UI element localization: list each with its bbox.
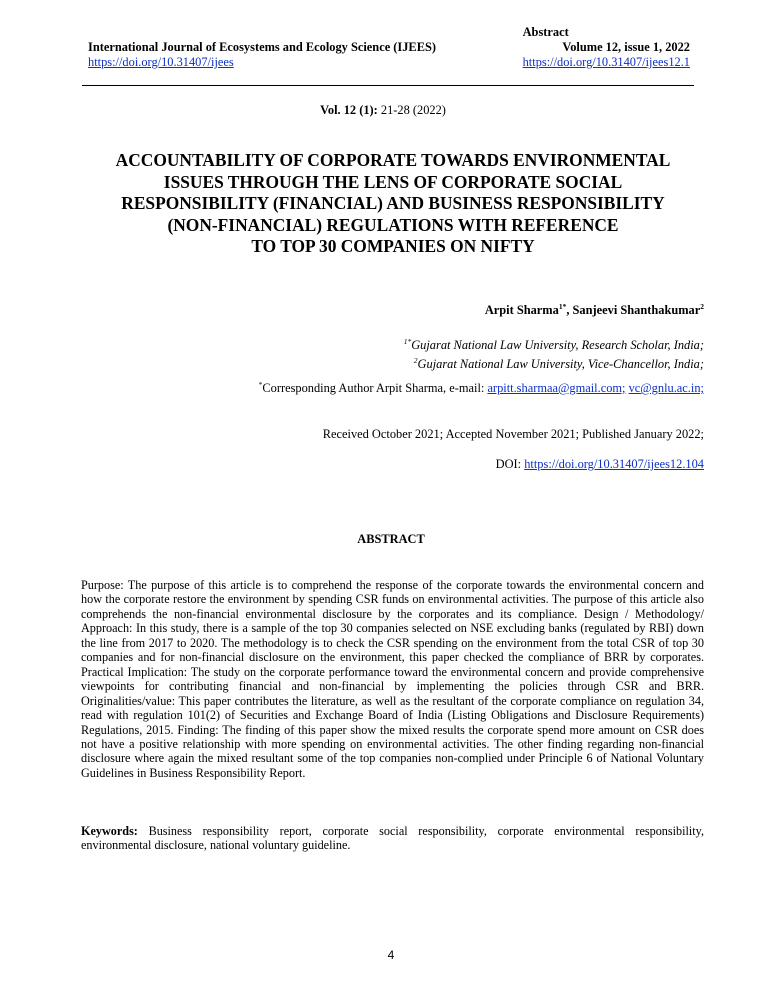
page-number: 4 [387, 948, 395, 962]
journal-header-left [88, 40, 436, 70]
abstract-body: Purpose: The purpose of this article is to comprehend the response of the corporate towards the environmental concern and how the corporate restore the environment by spending CSR funds on environmental activities. The purpose of this article also comprehends the non-financial environmental disclosure by the corporates and its compliance. Design / Methodology/ Approach: In this study, there is a sample of the top 30 companies selected on NSE excluding banks (regulated by RBI) down the line from 2017 to 2020. The methodology is to check the CSR spending on the environment from the total CSR of top 30 companies and for non-financial disclosure on the environment, this paper checked the compliance of BRR by corporates. Practical Implication: The study on the corporate performance toward the environmental concern and provide comprehensive viewpoints for contributing financial and non-financial by implementing the policies through CSR and BRR. Originalities/value: This paper contributes the literature, as well as the resultant of the corporate compliance on regulation 34, read with regulation 101(2) of Securities and Exchange Board of India (Listing Obligations and Disclosure Requirements) Regulations, 2015. Finding: The finding of this paper show the mixed results the corporate spend more amount on CSR does not have a positive relationship with more spending on environmental activities. The other finding regarding non-financial disclosure where again the mixed resultant some of the top companies non-complied under Principle 6 of National Voluntary Guidelines in Business Responsibility Report. [81, 578, 704, 780]
affiliation-text: Gujarat National Law University, Vice-Chancellor, India; [417, 357, 704, 371]
volume-issue: Volume 12, issue 1, 2022 [562, 40, 690, 54]
email-link[interactable]: arpitt.sharmaa@gmail.com; [487, 381, 626, 395]
affiliation-superscript: 2 [413, 356, 418, 365]
article-doi [496, 457, 704, 472]
author-superscript: 1* [558, 302, 567, 311]
abstract-heading: ABSTRACT [357, 532, 425, 546]
author-name: Sanjeevi Shanthakumar [572, 303, 701, 317]
keywords [81, 824, 704, 853]
author-superscript: 2 [700, 302, 704, 311]
corresponding-superscript: * [258, 380, 263, 389]
affiliation-line [404, 353, 704, 372]
corresponding-author [259, 380, 704, 396]
header-divider [82, 85, 694, 86]
author-name: Arpit Sharma [484, 303, 559, 317]
journal-header-right [523, 25, 690, 70]
journal-doi-link[interactable]: https://doi.org/10.31407/ijees [88, 55, 234, 69]
affiliations [404, 334, 704, 372]
author-list [485, 302, 704, 318]
section-label: Abstract [522, 25, 569, 39]
publication-dates: Received October 2021; Accepted November 2021; Published January 2022; [322, 427, 704, 441]
paper-title [60, 150, 726, 258]
citation-volume: Vol. 12 (1): [320, 103, 378, 117]
citation-pages: 21-28 (2022) [377, 103, 446, 117]
keywords-label: Keywords: [81, 824, 138, 838]
title-line: (NON-FINANCIAL) REGULATIONS WITH REFERENCE [167, 214, 619, 235]
keywords-text: Business responsibility report, corporate social responsibility, corporate environmental responsibility, environmental disclosure, national voluntary guideline. [81, 824, 704, 853]
affiliation-line [404, 334, 704, 353]
title-line: ISSUES THROUGH THE LENS OF CORPORATE SOCIAL [163, 171, 623, 192]
journal-title: International Journal of Ecosystems and Ecology Science (IJEES) [88, 40, 436, 54]
doi-label: DOI: [495, 457, 525, 471]
doi-link[interactable]: https://doi.org/10.31407/ijees12.104 [524, 457, 704, 471]
title-line: TO TOP 30 COMPANIES ON NIFTY [251, 236, 535, 257]
corresponding-text: Corresponding Author Arpit Sharma, e-mail: [262, 381, 488, 395]
author-separator: , [566, 303, 573, 317]
title-line: RESPONSIBILITY (FINANCIAL) AND BUSINESS RESPONSIBILITY [121, 193, 665, 214]
citation-line [0, 103, 766, 118]
affiliation-text: Gujarat National Law University, Research Scholar, India; [411, 338, 704, 352]
issue-doi-link[interactable]: https://doi.org/10.31407/ijees12.1 [522, 55, 690, 69]
email-link[interactable]: vc@gnlu.ac.in; [628, 381, 704, 395]
title-line: ACCOUNTABILITY OF CORPORATE TOWARDS ENVIRONMENTAL [115, 150, 671, 170]
affiliation-superscript: 1* [403, 337, 412, 346]
